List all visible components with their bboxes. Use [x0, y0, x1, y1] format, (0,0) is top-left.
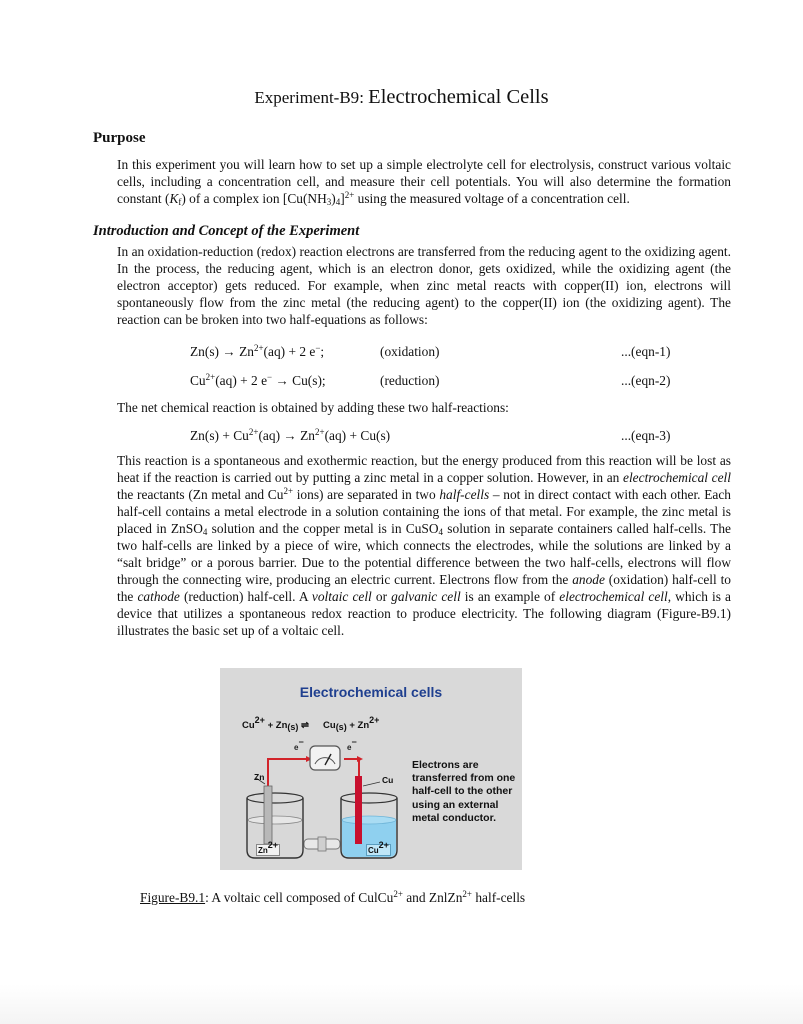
fig-eq-a: Cu [242, 720, 255, 731]
cu-electrode-label: Cu [382, 775, 394, 785]
ion-subscript: 4 [335, 197, 341, 207]
left-beaker-rim [247, 793, 303, 803]
eq3-c: (aq) + Cu(s) [324, 428, 391, 443]
wire-left [268, 759, 308, 788]
p2-em6: galvanic cell [391, 589, 461, 604]
eq2-a: Cu [190, 373, 206, 388]
p2-j: is an example of [460, 589, 560, 604]
fig-e-right: e [347, 743, 352, 752]
p2-em1: electrochemical cell [623, 470, 732, 485]
eq1-mid: (aq) + 2 e [263, 344, 316, 359]
purpose-heading: Purpose [93, 130, 146, 146]
cu-pointer [363, 782, 380, 786]
intro-heading: Introduction and Concept of the Experiment [93, 223, 360, 239]
electron-label-right [347, 737, 357, 752]
caption-text-b: Cu [377, 890, 394, 905]
title-separator: : [359, 88, 369, 107]
fig-eq-b: + Zn [264, 720, 288, 731]
equation-1 [190, 344, 324, 360]
nh3-subscript: 3 [326, 197, 332, 207]
wire-right [344, 759, 359, 776]
purpose-text-4: ] [340, 191, 345, 206]
fig-cu-ion: Cu [368, 846, 379, 855]
zn-ion-label [256, 840, 280, 856]
intro-text-1: In an oxidation-reduction (redox) reaction electrons are transferred from the reducing agent to the oxidizing agent. In the process, the reducing agent, which is an electron donor, gets oxidized, while the oxidizing agent (the electron acceptor) gets reduced. For example, when zinc metal reacts with copper(II) ion, electrons will spontaneously flow from the zinc metal (the reducing agent) to the copper(II) ion (the oxidizing agent). The reaction can be broken into two half-equations as follows: [117, 244, 731, 327]
equation-2-label: ...(eqn-2) [621, 373, 671, 388]
fig-zn-ion: Zn [258, 846, 268, 855]
equilibrium-arrow-icon: ⇌ [301, 720, 309, 731]
purpose-text-2: ) of a complex ion [Cu(NH [181, 191, 327, 206]
equation-2-type: (reduction) [380, 373, 440, 388]
caption-sup-1: 2+ [393, 889, 403, 899]
zn-solution-surface [248, 816, 302, 824]
purpose-text-1: In this experiment you will learn how to set up a simple electrolyte cell for electrolysis, construct various voltaic cells, including a concentration cell, and measure their cell potentials. You will also determine the formation constant ( [117, 157, 731, 206]
p2-c: ions) are separated in two [293, 487, 440, 502]
equation-3 [190, 428, 390, 444]
p2-sub1: 4 [202, 527, 208, 537]
zn-electrode [264, 786, 272, 844]
kf-symbol: K [169, 191, 179, 206]
p2-b: the reactants (Zn metal and Cu [117, 487, 284, 502]
caption-text-e: half-cells [471, 890, 526, 905]
fig-eq-c-sub: (s) [335, 722, 347, 732]
voltaic-cell-figure [220, 668, 522, 870]
p2-i: or [371, 589, 392, 604]
eq3-b: (aq) → Zn [258, 428, 315, 443]
eq2-sup: 2+ [205, 372, 216, 382]
fig-cu-ion-sup: 2+ [378, 840, 389, 850]
electron-label-left [294, 737, 304, 752]
equation-1-type: (oxidation) [380, 344, 440, 359]
p2-k: , which is a device that utilizes a spontaneous redox reaction to produce electricity. The following diagram (Figure-B9.1) illustrates the basic set up of a voltaic cell. [117, 589, 731, 638]
p2-g: (oxidation) half-cell to the [117, 572, 731, 604]
p2-em2: half-cells [439, 487, 490, 502]
p2-e: solution and the copper metal is in CuSO [207, 521, 439, 536]
eq1-end: ; [320, 344, 325, 359]
fig-e-left-sup: − [298, 737, 304, 747]
caption-text-d: Zn [447, 890, 463, 905]
eq1-electron-sup: − [315, 343, 321, 353]
page-bottom-shade [0, 984, 803, 1024]
cu-electrode [355, 776, 362, 844]
cu-solution-surface [342, 816, 396, 824]
title-prefix: Experiment-B9 [254, 88, 360, 107]
eq3-sup-2: 2+ [315, 427, 325, 437]
eq2-electron-sup: − [267, 372, 273, 382]
fig-eq-b-sub: (s) [287, 722, 299, 732]
p2-d: – not in direct contact with each other. Each half-cell contains a metal electrode in a solution containing the ions of that metal. For example, the zinc metal is placed in ZnSO [117, 487, 731, 536]
ion-superscript: 2+ [344, 190, 355, 200]
caption-bar-2: l [443, 890, 448, 905]
p2-em4: cathode [137, 589, 180, 604]
fig-e-right-sup: − [351, 737, 357, 747]
caption-text-c: and Zn [402, 890, 444, 905]
title-main: Electrochemical Cells [368, 86, 549, 108]
eq3-sup-1: 2+ [248, 427, 259, 437]
zn-electrode-label: Zn [254, 772, 265, 782]
eq2-c: → Cu(s); [272, 373, 326, 388]
p2-em5: voltaic cell [311, 589, 372, 604]
p2-a: This reaction is a spontaneous and exothermic reaction, but the energy produced from this reaction will be lost as heat if the reaction is carried out by putting a zinc metal in a copper solution. However, in an [117, 453, 731, 485]
purpose-paragraph [117, 156, 731, 207]
caption-sup-2: 2+ [462, 889, 472, 899]
caption-text-a: : A voltaic cell composed of Cu [205, 890, 374, 905]
fig-eq-c: Cu [323, 720, 336, 731]
fig-eq-a-sup: 2+ [254, 715, 265, 725]
porous-barrier [318, 837, 326, 851]
purpose-text-3: ) [331, 191, 336, 206]
figure-note: Electrons are transferred from one half-cell to the other using an external metal conductor. [412, 759, 516, 824]
cu-ion-label [366, 840, 391, 856]
eq2-b: (aq) + 2 e [215, 373, 268, 388]
fig-eq-d: + Zn [346, 720, 370, 731]
figure-caption [140, 890, 525, 906]
caption-bar-1: l [373, 890, 378, 905]
p2-h: (reduction) half-cell. A [179, 589, 312, 604]
fig-e-left: e [294, 743, 299, 752]
figure-title: Electrochemical cells [299, 684, 443, 700]
kf-subscript: f [178, 197, 182, 207]
p2-sup: 2+ [283, 486, 294, 496]
p2-em7: electrochemical cell [559, 589, 668, 604]
right-beaker-rim [341, 793, 397, 803]
net-reaction-text: The net chemical reaction is obtained by adding these two half-reactions: [117, 400, 509, 415]
intro-paragraph-2 [117, 452, 731, 639]
p2-em3: anode [572, 572, 605, 587]
eq1-sup: 2+ [253, 343, 264, 353]
eq1-left: Zn(s) → Zn [190, 344, 254, 359]
equation-3-label: ...(eqn-3) [621, 428, 671, 443]
caption-label: Figure-B9.1 [140, 890, 206, 905]
fig-zn-ion-sup: 2+ [267, 840, 279, 850]
fig-eq-d-sup: 2+ [369, 715, 380, 725]
p2-sub2: 4 [438, 527, 444, 537]
page-title [0, 86, 803, 109]
p2-f: solution in separate containers called half-cells. The two half-cells are linked by a piece of wire, which connects the electrodes, while the solutions are linked by a “salt bridge” or a porous barrier. Due to the potential difference between the two half-cells, electrons will flow through the connecting wire, producing an electric current. Electrons flow from the [117, 521, 731, 587]
eq3-a: Zn(s) + Cu [190, 428, 249, 443]
equation-1-label: ...(eqn-1) [621, 344, 671, 359]
intro-paragraph-1 [117, 243, 731, 328]
purpose-text-5: using the measured voltage of a concentration cell. [354, 191, 630, 206]
equation-2 [190, 373, 326, 389]
